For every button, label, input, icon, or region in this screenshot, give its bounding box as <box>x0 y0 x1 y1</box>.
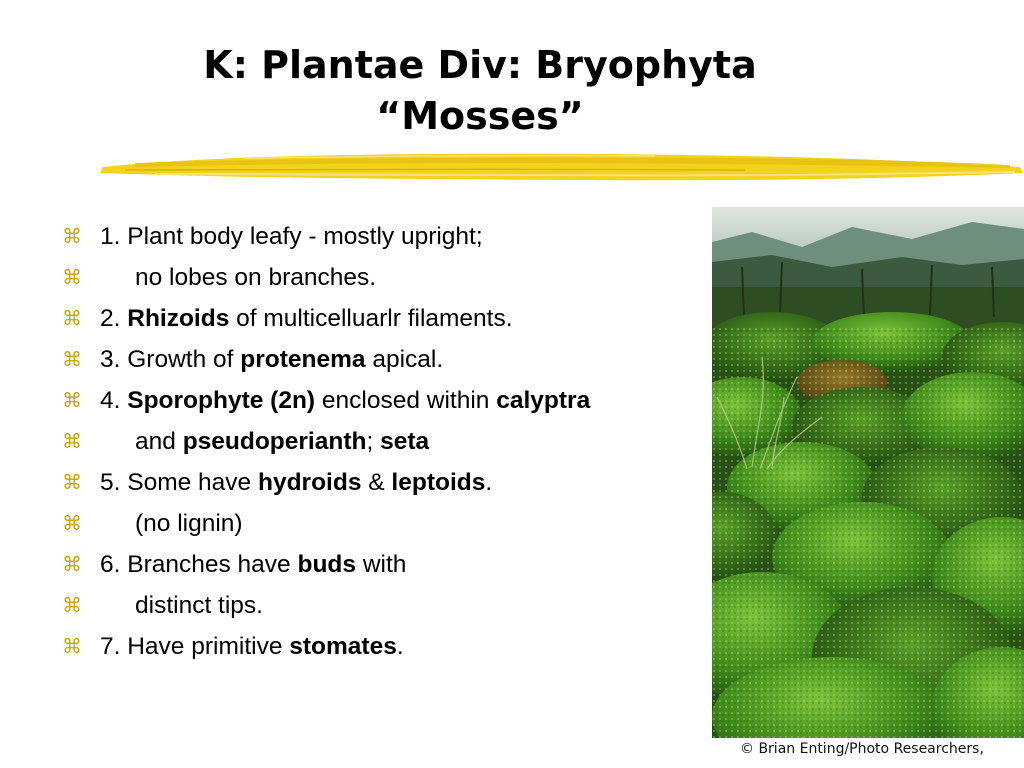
title-line-1: K: Plantae Div: Bryophyta <box>203 43 757 87</box>
text-segment: 4. <box>100 387 128 414</box>
text-segment: of multicelluarlr filaments. <box>229 305 513 332</box>
command-key-bullet-icon: ⌘ <box>62 265 82 289</box>
text-segment: 2. <box>100 305 128 332</box>
slide-title <box>0 40 960 142</box>
bullet-item <box>62 421 722 462</box>
bullet-item <box>62 380 722 421</box>
bullet-item <box>62 216 722 257</box>
photo-credit: © Brian Enting/Photo Researchers, <box>740 741 984 757</box>
bullet-text <box>100 298 513 339</box>
moss-landscape-photo <box>712 207 1024 738</box>
bullet-continuation-text <box>135 585 263 626</box>
title-line-2: “Mosses” <box>376 94 584 138</box>
bold-term: calyptra <box>496 387 591 414</box>
bold-term: buds <box>297 551 357 578</box>
bullet-item <box>62 585 722 626</box>
bullet-continuation-text <box>135 503 243 544</box>
bullet-item <box>62 298 722 339</box>
bold-term: seta <box>380 428 430 455</box>
text-segment: with <box>356 551 407 578</box>
bullet-text <box>100 462 492 503</box>
bullet-continuation-text <box>135 421 429 462</box>
bullet-text <box>100 380 590 421</box>
bullet-item <box>62 257 722 298</box>
bullet-list <box>62 216 722 667</box>
text-segment: and <box>135 428 183 455</box>
bold-term: pseudoperianth <box>182 428 367 455</box>
bullet-text <box>100 544 406 585</box>
command-key-bullet-icon: ⌘ <box>62 388 82 412</box>
text-segment: 6. Branches have <box>100 551 298 578</box>
command-key-bullet-icon: ⌘ <box>62 634 82 658</box>
text-segment: 3. Growth of <box>100 346 241 373</box>
bullet-item <box>62 503 722 544</box>
text-segment: ; <box>366 428 381 455</box>
bullet-item <box>62 626 722 667</box>
bullet-item <box>62 544 722 585</box>
bold-term: stomates <box>289 633 397 660</box>
command-key-bullet-icon: ⌘ <box>62 306 82 330</box>
command-key-bullet-icon: ⌘ <box>62 347 82 371</box>
bullet-item <box>62 462 722 503</box>
bold-term: hydroids <box>257 469 362 496</box>
title-underline-brushstroke <box>95 145 1024 190</box>
bullet-continuation-text <box>135 257 376 298</box>
text-segment: apical. <box>365 346 444 373</box>
text-segment: enclosed within <box>315 387 497 414</box>
bold-term: leptoids <box>391 469 486 496</box>
bullet-item <box>62 339 722 380</box>
command-key-bullet-icon: ⌘ <box>62 511 82 535</box>
text-segment: (no lignin) <box>135 510 243 537</box>
bullet-text <box>100 216 483 257</box>
command-key-bullet-icon: ⌘ <box>62 470 82 494</box>
command-key-bullet-icon: ⌘ <box>62 224 82 248</box>
text-segment: 7. Have primitive <box>100 633 290 660</box>
text-segment: no lobes on branches. <box>135 264 377 291</box>
text-segment: distinct tips. <box>135 592 263 619</box>
text-segment: 5. Some have <box>100 469 258 496</box>
text-segment: & <box>361 469 392 496</box>
command-key-bullet-icon: ⌘ <box>62 593 82 617</box>
bold-term: Rhizoids <box>127 305 230 332</box>
text-segment: . <box>485 469 493 496</box>
command-key-bullet-icon: ⌘ <box>62 429 82 453</box>
text-segment: . <box>396 633 404 660</box>
bullet-text <box>100 339 443 380</box>
command-key-bullet-icon: ⌘ <box>62 552 82 576</box>
bullet-text <box>100 626 404 667</box>
bold-term: protenema <box>240 346 366 373</box>
bold-term: Sporophyte (2n) <box>127 387 316 414</box>
text-segment: 1. Plant body leafy - mostly upright; <box>100 223 483 250</box>
